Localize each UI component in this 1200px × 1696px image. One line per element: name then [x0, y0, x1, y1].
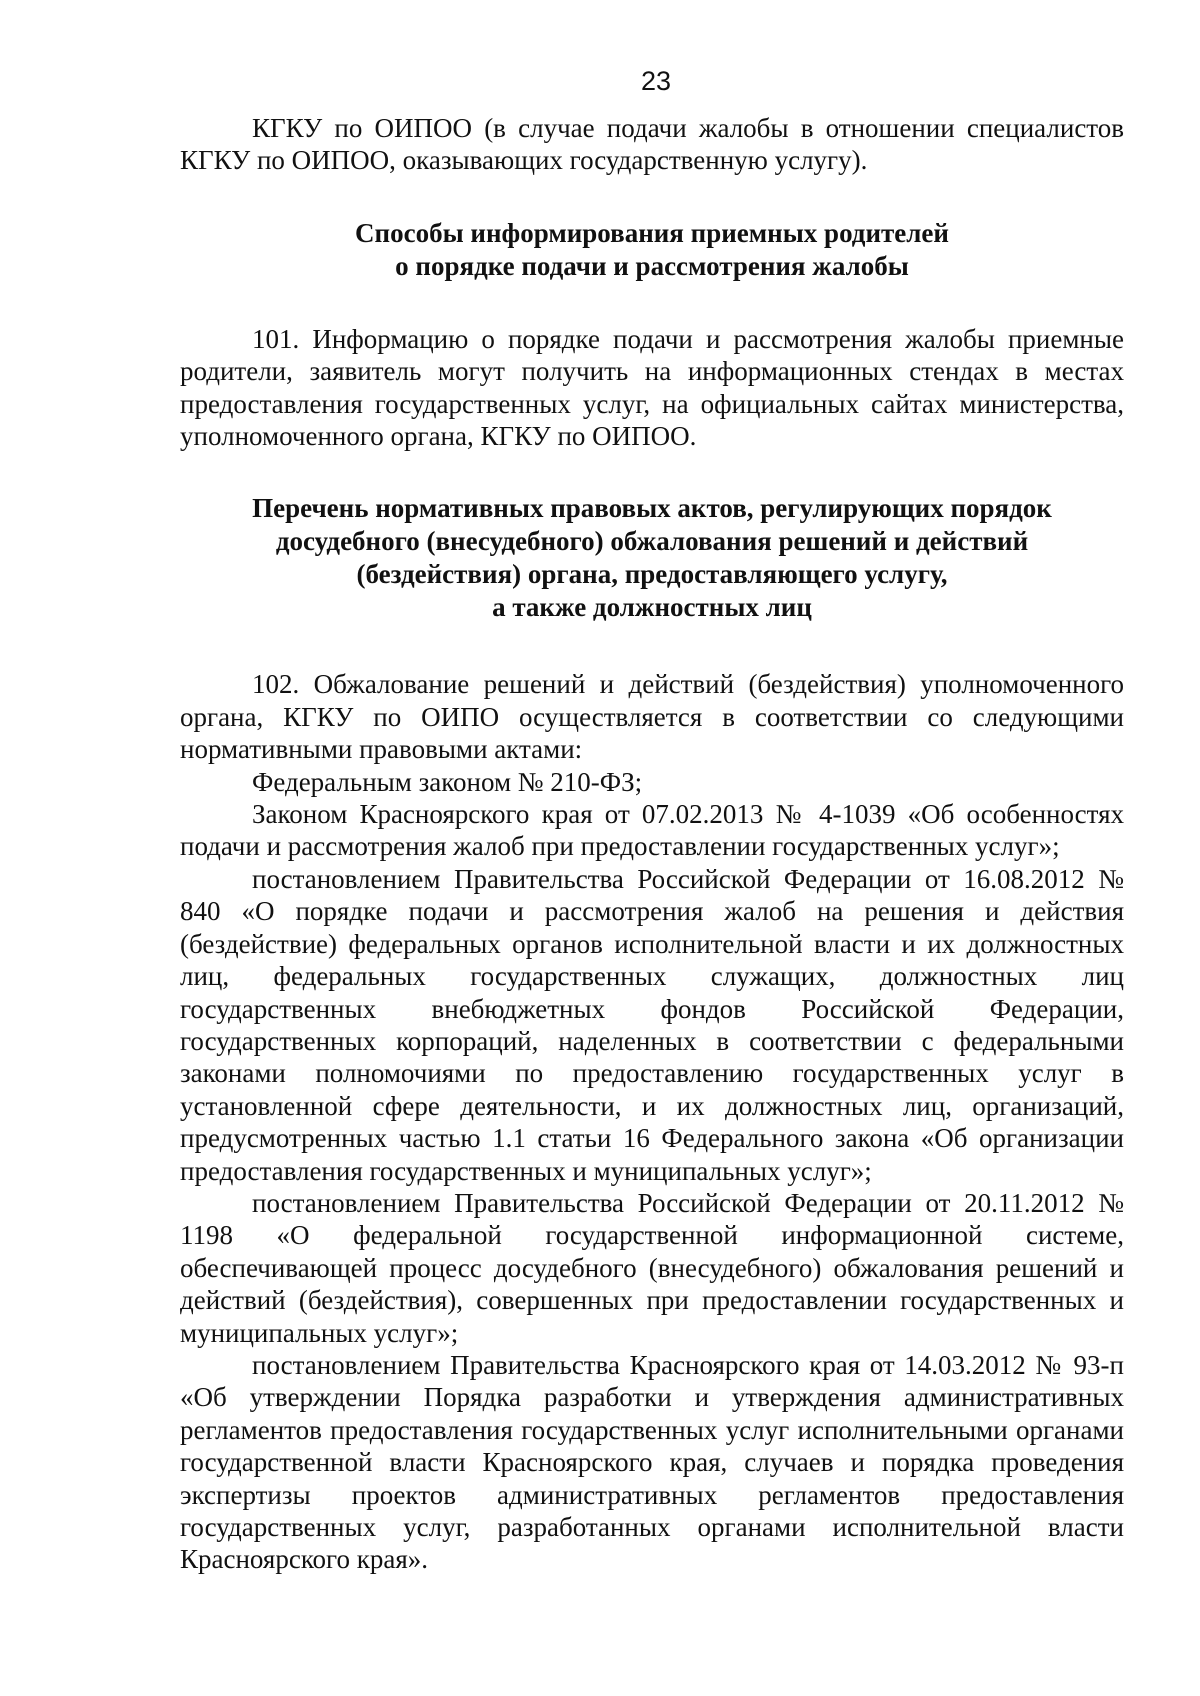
heading-line: (бездействия) органа, предоставляющего услугу, [356, 559, 948, 590]
heading-line: о порядке подачи и рассмотрения жалобы [395, 250, 909, 281]
legal-act-item: Законом Красноярского края от 07.02.2013 № 4-1039 «Об особенностях подачи и рассмотрения жалоб при предоставлении государственных услуг»; [180, 799, 1124, 862]
paragraph-102: 102. Обжалование решений и действий (бездействия) уполномоченного органа, КГКУ по ОИПО осуществляется в соответствии со следующими нормативными правовыми актами: [180, 669, 1124, 765]
legal-act-item: постановлением Правительства Российской Федерации от 16.08.2012 № 840 «О порядке подачи и рассмотрения жалоб на решения и действия (бездействие) федеральных органов исполнительной власти и их должностных лиц, федеральных государственных служащих, должностных лиц государственных внебюджетных фондов Российской Федерации, государственных корпораций, наделенных в соответствии с федеральными законами полномочиями по предоставлению государственных услуг в установленной сфере деятельности, и их должностных лиц, организаций, предусмотренных частью 1.1 статьи 16 Федерального закона «Об организации предоставления государственных и муниципальных услуг»; [180, 863, 1124, 1186]
legal-act-item: Федеральным законом № 210-ФЗ; [252, 766, 643, 797]
legal-act-item: постановлением Правительства Красноярского края от 14.03.2012 № 93-п «Об утверждении Порядка разработки и утверждения административных регламентов предоставления государственных услуг исполнительными органами государственной власти Красноярского края, случаев и порядка проведения экспертизы проектов административных регламентов предоставления государственных услуг, разработанных органами исполнительной власти Красноярского края». [180, 1349, 1124, 1575]
heading-line: досудебного (внесудебного) обжалования решений и действий [275, 526, 1029, 557]
page-number: 23 [640, 66, 672, 96]
heading-line: а также должностных лиц [492, 592, 812, 623]
section-heading-informing [180, 217, 1124, 283]
section-heading-legal-acts [180, 492, 1124, 624]
heading-line: Перечень нормативных правовых актов, регулирующих порядок [252, 493, 1052, 524]
intro-paragraph: КГКУ по ОИПОО (в случае подачи жалобы в отношении специалистов КГКУ по ОИПОО, оказывающих государственную услугу). [180, 113, 1124, 176]
heading-line: Способы информирования приемных родителей [355, 217, 949, 248]
legal-act-item: постановлением Правительства Российской Федерации от 20.11.2012 № 1198 «О федеральной государственной информационной системе, обеспечивающей процесс досудебного (внесудебного) обжалования решений и действий (бездействия), совершенных при предоставлении государственных и муниципальных услуг»; [180, 1187, 1124, 1348]
paragraph-101: 101. Информацию о порядке подачи и рассмотрения жалобы приемные родители, заявитель могут получить на информационных стендах в местах предоставления государственных услуг, на официальных сайтах министерства, уполномоченного органа, КГКУ по ОИПОО. [180, 323, 1124, 452]
document-body [180, 112, 1124, 1576]
